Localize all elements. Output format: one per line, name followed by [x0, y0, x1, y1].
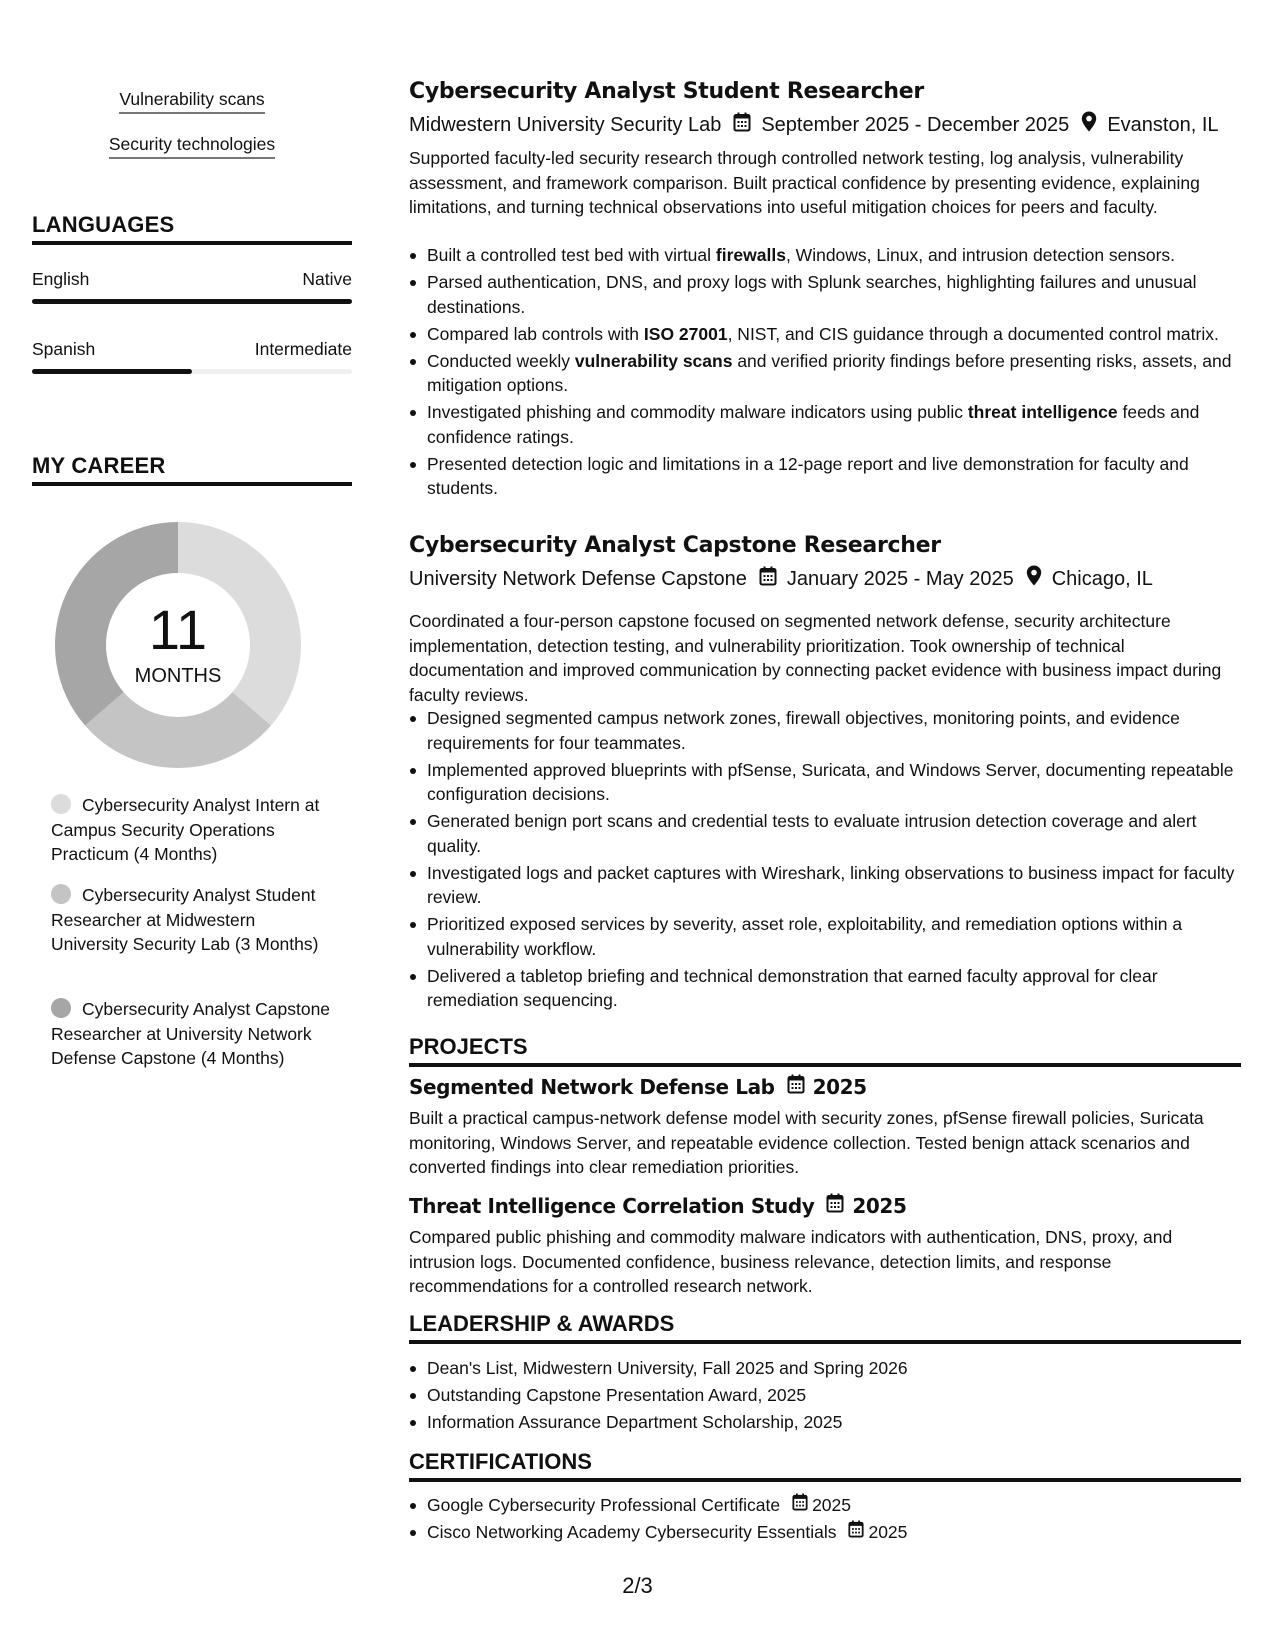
donut-slice	[85, 692, 271, 768]
job-bullet: Delivered a tabletop briefing and technical demonstration that earned faculty approval for clear remediation sequencing.	[409, 964, 1241, 1013]
leadership-item: Outstanding Capstone Presentation Award, 2025	[409, 1383, 1241, 1408]
job-bullet: Designed segmented campus network zones, firewall objectives, monitoring points, and evidence requirements for four teammates.	[409, 706, 1241, 755]
certifications-list	[409, 1493, 1241, 1547]
career-legend-item	[51, 883, 331, 957]
leadership-heading: LEADERSHIP & AWARDS	[409, 1311, 1241, 1344]
certification-year: 2025	[868, 1522, 908, 1542]
sidebar	[32, 0, 352, 1650]
job-organization: Midwestern University Security Lab	[409, 114, 722, 136]
calendar-icon	[826, 1193, 844, 1219]
bullet-keyword: threat intelligence	[967, 402, 1118, 422]
calendar-icon	[792, 1493, 808, 1518]
job-summary: Coordinated a four-person capstone focused on segmented network defense, security architecture implementation, detection testing, and vulnerability prioritization. Took ownership of technical documentation and improved communication by connecting packet evidence with business impact during faculty reviews.	[409, 611, 1222, 705]
project-year: 2025	[852, 1194, 907, 1218]
certification-item	[409, 1493, 1241, 1518]
project-year: 2025	[812, 1075, 867, 1099]
job-bullet: Built a controlled test bed with virtual firewalls, Windows, Linux, and intrusion detection sensors.	[409, 243, 1241, 268]
job-bullet: Compared lab controls with ISO 27001, NIST, and CIS guidance through a documented control matrix.	[409, 322, 1241, 347]
job-meta	[409, 565, 1153, 593]
certification-name: Cisco Networking Academy Cybersecurity Essentials	[427, 1522, 837, 1542]
legend-label: Cybersecurity Analyst Capstone Researcher at University Network Defense Capstone (4 Months)	[51, 999, 331, 1068]
calendar-icon	[733, 112, 751, 139]
projects-heading: PROJECTS	[409, 1034, 1241, 1067]
legend-label: Cybersecurity Analyst Student Researcher at Midwestern University Security Lab (3 Months)	[51, 885, 319, 954]
calendar-icon	[787, 1074, 805, 1100]
job-summary: Supported faculty-led security research through controlled network testing, log analysis, vulnerability assessment, and framework comparison. Built practical confidence by presenting evidence, explaining limitations, and turning technical observations into useful mitigation choices for peers and faculty.	[409, 148, 1200, 217]
map-pin-icon	[1081, 111, 1097, 139]
certification-year: 2025	[812, 1495, 852, 1515]
language-proficiency-bar	[32, 369, 352, 374]
calendar-icon	[848, 1520, 864, 1545]
project-description: Built a practical campus-network defense model with security zones, pfSense firewall policies, Suricata monitoring, Windows Server, and repeatable evidence collection. Tested benign attack scenarios and converted findings into clear remediation priorities.	[409, 1108, 1204, 1177]
job-location: Evanston, IL	[1107, 114, 1219, 136]
career-legend-item	[51, 997, 331, 1071]
career-donut-chart	[55, 522, 301, 768]
language-name: Spanish	[32, 339, 96, 359]
leadership-list	[409, 1356, 1241, 1437]
job-bullet: Prioritized exposed services by severity, asset role, exploitability, and remediation options within a vulnerability workflow.	[409, 912, 1241, 961]
project-title	[409, 1074, 867, 1100]
legend-dot	[51, 998, 71, 1018]
page-number: 2/3	[622, 1573, 653, 1598]
certification-item	[409, 1520, 1241, 1545]
job-bullet: Investigated phishing and commodity malware indicators using public threat intelligence feeds and confidence ratings.	[409, 400, 1241, 449]
language-proficiency-bar	[32, 299, 352, 304]
job-organization: University Network Defense Capstone	[409, 568, 747, 590]
language-proficiency-fill	[32, 299, 352, 304]
legend-dot	[51, 794, 71, 814]
job-bullet: Presented detection logic and limitations in a 12-page report and live demonstration for faculty and students.	[409, 452, 1241, 501]
career-heading: MY CAREER	[32, 453, 352, 486]
job-bullets	[409, 706, 1241, 1015]
career-legend-item	[51, 793, 331, 867]
skills-list	[32, 88, 352, 178]
language-name: English	[32, 269, 90, 289]
certification-name: Google Cybersecurity Professional Certificate	[427, 1495, 781, 1515]
bullet-keyword: firewalls	[715, 245, 786, 265]
bullet-keyword: vulnerability scans	[574, 350, 733, 371]
leadership-item: Information Assurance Department Scholarship, 2025	[409, 1410, 1241, 1435]
certifications-heading: CERTIFICATIONS	[409, 1449, 1241, 1482]
project-name: Threat Intelligence Correlation Study	[409, 1194, 815, 1218]
language-proficiency-fill	[32, 369, 192, 374]
job-bullet: Investigated logs and packet captures with Wireshark, linking observations to business impact for faculty review.	[409, 861, 1241, 910]
job-bullet: Implemented approved blueprints with pfSense, Suricata, and Windows Server, documenting repeatable configuration decisions.	[409, 758, 1241, 807]
job-location: Chicago, IL	[1051, 568, 1153, 590]
job-title: Cybersecurity Analyst Capstone Researcher	[409, 533, 941, 558]
project-title	[409, 1193, 906, 1219]
skill-tag: Vulnerability scans	[119, 88, 264, 114]
main-content	[409, 0, 1241, 1650]
career-total-months: 11	[148, 598, 208, 661]
job-bullet: Parsed authentication, DNS, and proxy logs with Splunk searches, highlighting failures and unusual destinations.	[409, 270, 1241, 319]
project-description: Compared public phishing and commodity malware indicators with authentication, DNS, proxy, and intrusion logs. Documented confidence, business relevance, detection limits, and response recommendations for a controlled research network.	[409, 1227, 1173, 1296]
career-total-unit: MONTHS	[134, 665, 222, 687]
leadership-item: Dean's List, Midwestern University, Fall 2025 and Spring 2026	[409, 1356, 1241, 1381]
legend-dot	[51, 884, 71, 904]
job-bullet: Generated benign port scans and credential tests to evaluate intrusion detection coverage and alert quality.	[409, 809, 1241, 858]
job-title: Cybersecurity Analyst Student Researcher	[409, 79, 924, 104]
job-meta	[409, 111, 1219, 139]
job-bullets	[409, 243, 1241, 503]
job-dates: September 2025 - December 2025	[761, 114, 1070, 136]
legend-label: Cybersecurity Analyst Intern at Campus Security Operations Practicum (4 Months)	[51, 795, 320, 864]
language-level: Intermediate	[254, 339, 352, 359]
languages-heading: LANGUAGES	[32, 212, 352, 245]
language-level: Native	[302, 269, 352, 289]
language-row	[32, 338, 352, 360]
project-name: Segmented Network Defense Lab	[409, 1075, 775, 1099]
job-bullet: Conducted weekly vulnerability scans and verified priority findings before presenting risks, assets, and mitigation options.	[409, 349, 1241, 398]
bullet-keyword: ISO 27001	[643, 323, 728, 344]
job-dates: January 2025 - May 2025	[786, 568, 1014, 590]
skill-tag: Security technologies	[109, 133, 275, 159]
calendar-icon	[759, 566, 777, 593]
map-pin-icon	[1026, 565, 1042, 593]
language-row	[32, 268, 352, 290]
